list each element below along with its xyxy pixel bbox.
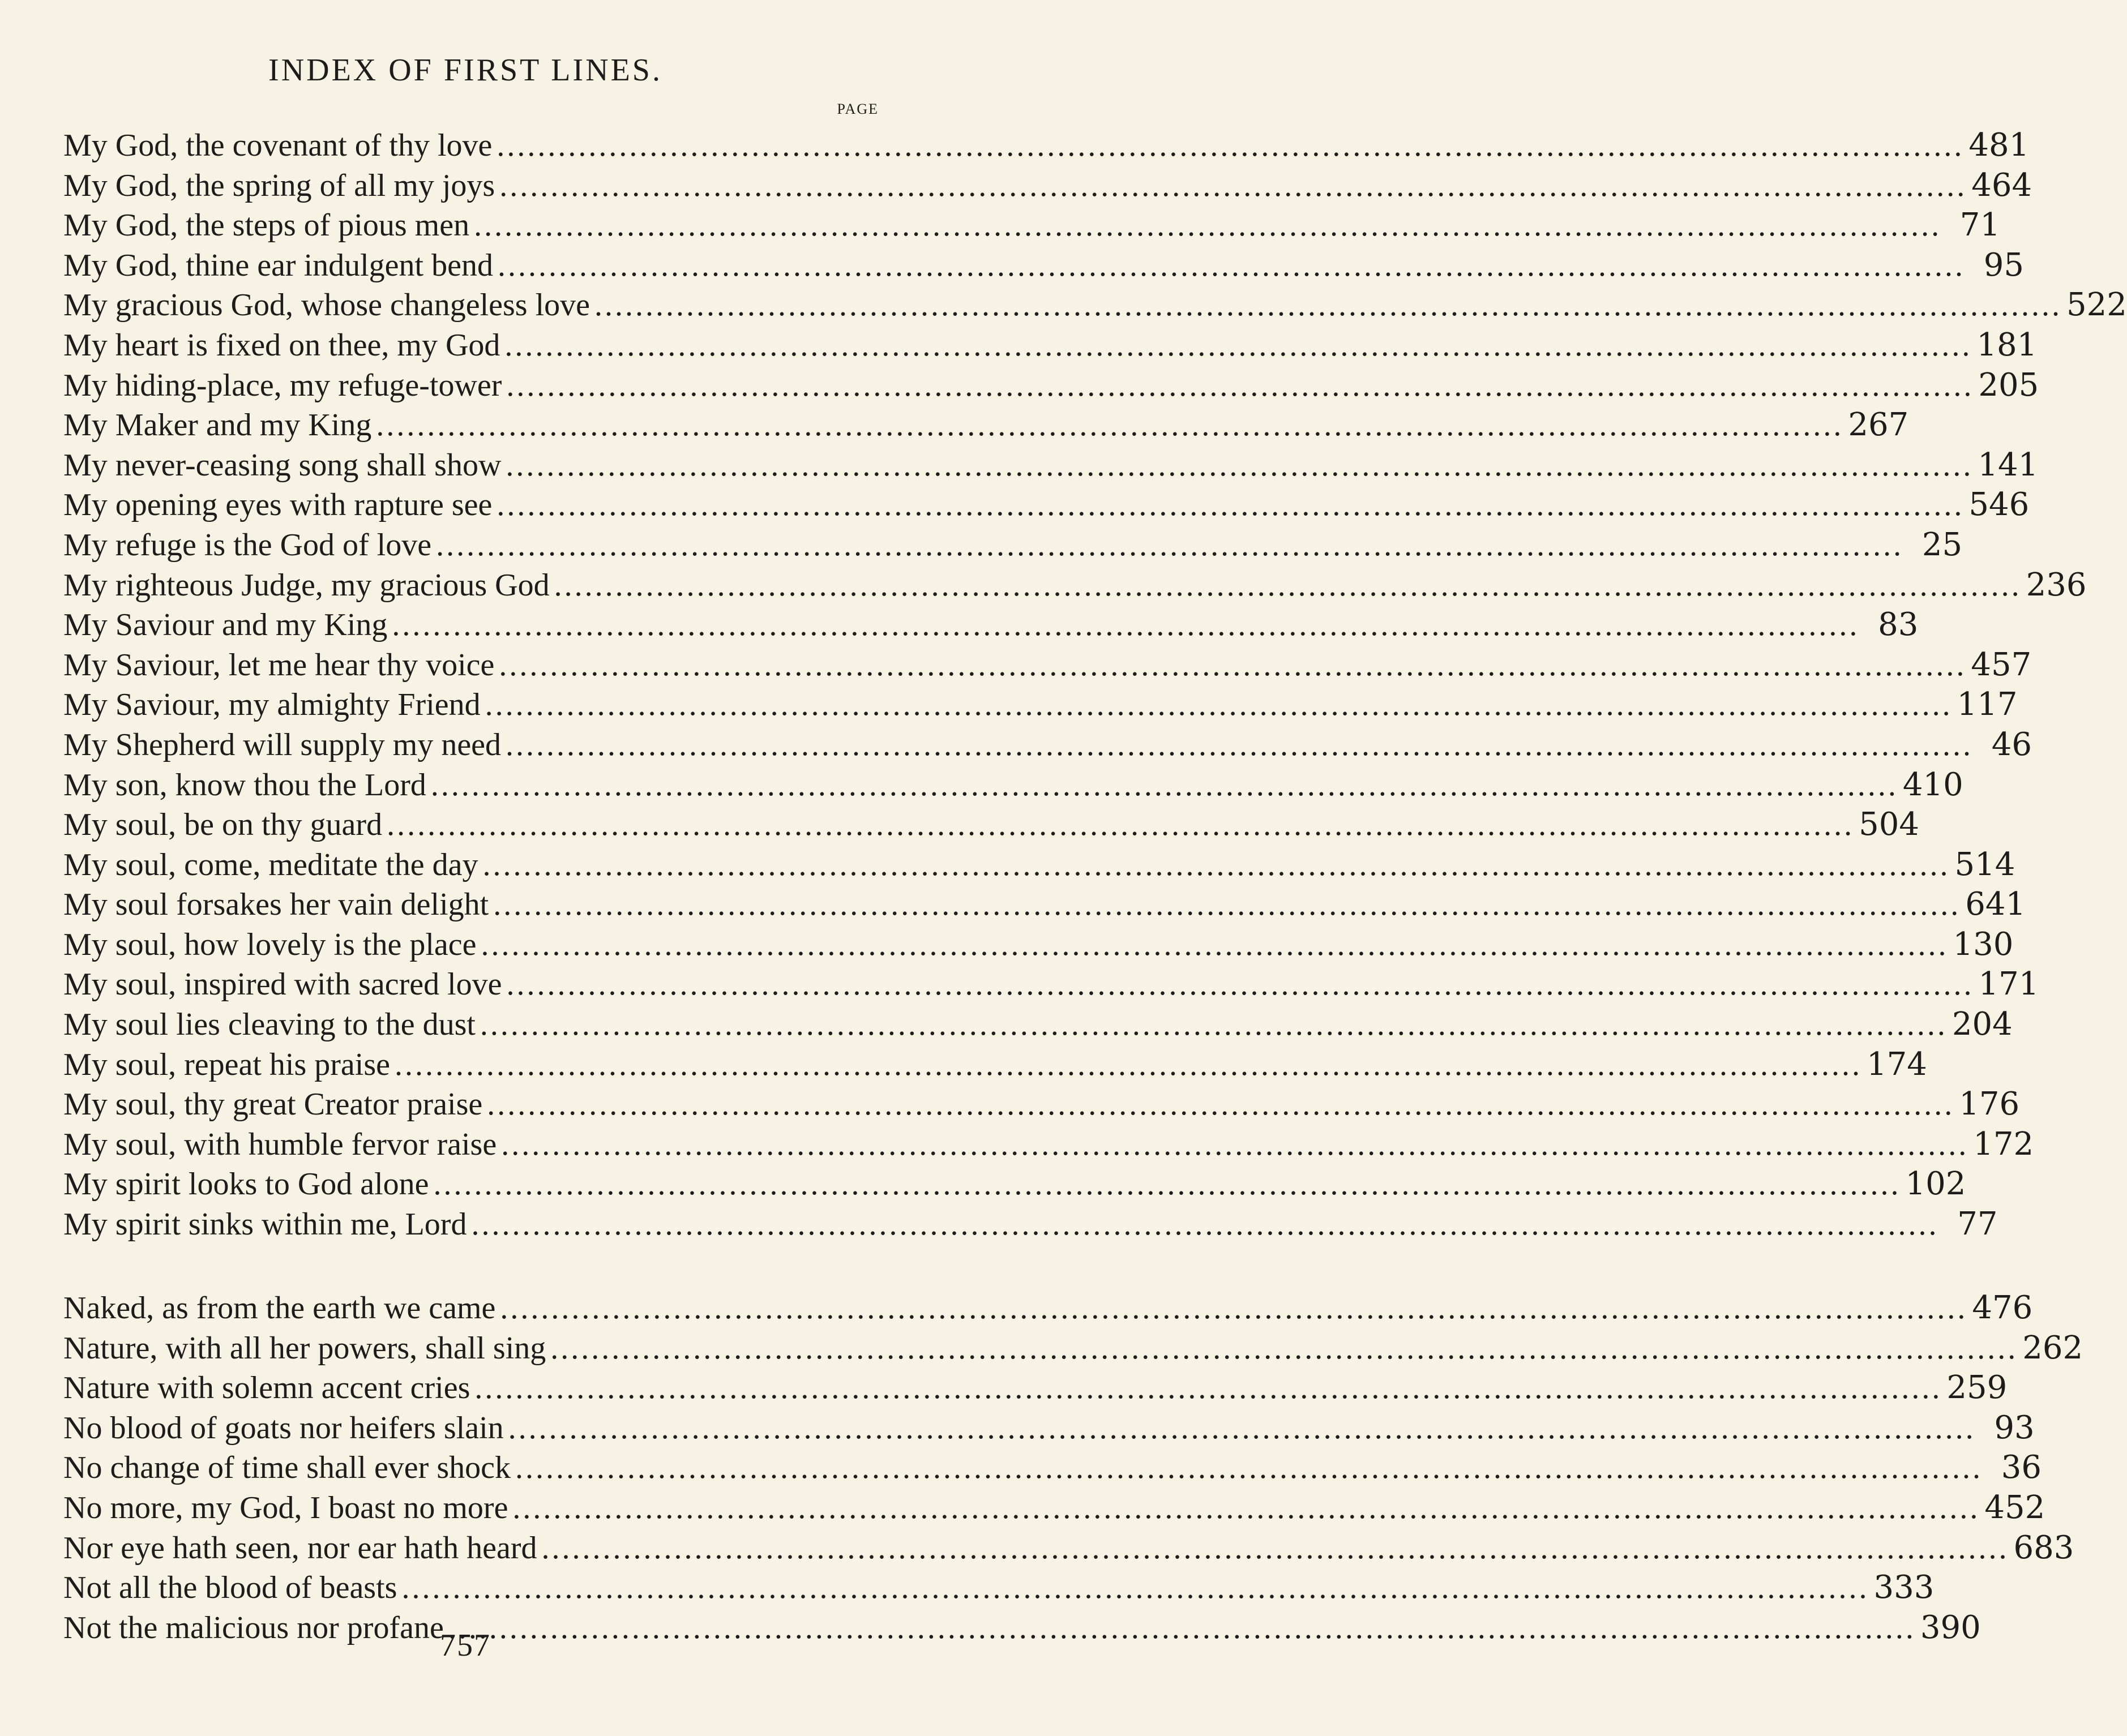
dot-leader [395, 1045, 1862, 1085]
dot-leader [507, 965, 1974, 1005]
index-entry [63, 1448, 2042, 1488]
index-entry [63, 405, 1909, 445]
dot-leader [487, 1085, 1954, 1125]
dot-leader [497, 126, 1964, 166]
page-reference: 205 [1978, 366, 2039, 404]
page-reference: 504 [1859, 806, 1919, 843]
first-line-text: Naked, as from the earth we came [63, 1291, 496, 1326]
page-reference: 546 [1968, 486, 2030, 524]
dot-leader [474, 205, 1941, 246]
page-reference: 174 [1866, 1045, 1927, 1083]
first-line-text: No change of time shall ever shock [63, 1450, 511, 1486]
page-reference: 172 [1973, 1125, 2034, 1163]
dot-leader [501, 1125, 1968, 1165]
index-entry [63, 366, 2039, 406]
first-line-text: My soul forsakes her vain delight [63, 887, 489, 923]
index-entry [63, 725, 2032, 765]
page-reference: 333 [1873, 1569, 1935, 1606]
dot-leader [508, 1408, 1976, 1448]
dot-leader [554, 565, 2022, 606]
index-entry [63, 1408, 2035, 1448]
dot-leader [499, 645, 1966, 685]
page-reference: 390 [1920, 1609, 1981, 1646]
dot-leader [512, 1488, 1980, 1528]
index-entry [63, 1164, 1966, 1205]
dot-leader [504, 325, 1972, 366]
page-column-label: PAGE [837, 101, 879, 117]
index-entry [63, 1288, 2033, 1328]
dot-leader [474, 1368, 1942, 1408]
first-line-text: My soul, with humble fervor raise [63, 1126, 497, 1162]
first-line-text: My spirit sinks within me, Lord [63, 1207, 467, 1242]
index-entry [63, 565, 2087, 606]
first-line-text: Nature with solemn accent cries [63, 1370, 470, 1406]
first-line-text: My Shepherd will supply my need [63, 727, 502, 762]
index-entry [63, 805, 1919, 845]
first-line-text: My gracious God, whose changeless love [63, 288, 590, 323]
page-reference: 522 [2066, 286, 2127, 324]
page-reference: 476 [1972, 1289, 2033, 1326]
first-line-text: My spirit looks to God alone [63, 1167, 429, 1202]
dot-leader [485, 685, 1953, 725]
first-line-text: My soul, be on thy guard [63, 807, 383, 843]
page-reference: 181 [1976, 326, 2038, 363]
first-line-text: My God, the steps of pious men [63, 208, 470, 243]
index-entry [63, 285, 2127, 325]
first-line-text: Not all the blood of beasts [63, 1570, 397, 1606]
page-reference: 102 [1905, 1165, 1966, 1203]
page-reference: 141 [1978, 446, 2039, 483]
dot-leader [506, 725, 1973, 765]
dot-leader [401, 1568, 1869, 1608]
index-entry [63, 965, 2039, 1005]
first-line-text: My God, thine ear indulgent bend [63, 247, 493, 283]
page-reference: 71 [1959, 207, 2001, 244]
page-reference: 204 [1951, 1006, 2013, 1043]
dot-leader [542, 1528, 2009, 1568]
index-entry [63, 1528, 2074, 1568]
dot-leader [481, 925, 1948, 965]
index-entry [63, 1125, 2034, 1165]
page-reference: 83 [1878, 606, 1919, 644]
index-section-n [63, 1288, 2083, 1648]
page-title: INDEX OF FIRST LINES. [268, 53, 662, 88]
dot-leader [550, 1328, 2018, 1369]
page-reference: 236 [2026, 566, 2087, 603]
page-reference: 464 [1971, 166, 2032, 204]
index-entry [63, 1368, 2008, 1408]
page-reference: 25 [1921, 526, 1963, 563]
first-line-text: My God, the covenant of thy love [63, 128, 493, 163]
first-line-text: My son, know thou the Lord [63, 767, 426, 803]
first-line-text: My hiding-place, my refuge-tower [63, 367, 502, 403]
first-line-text: My Saviour and my King [63, 607, 388, 643]
index-entry [63, 325, 2038, 366]
index-entry [63, 1568, 1935, 1608]
first-line-text: My righteous Judge, my gracious God [63, 567, 550, 603]
first-line-text: No more, my God, I boast no more [63, 1490, 508, 1525]
dot-leader [493, 885, 1961, 925]
dot-leader [506, 445, 1973, 486]
page-reference: 171 [1978, 966, 2039, 1003]
page-reference: 77 [1957, 1206, 1998, 1243]
page-reference: 452 [1984, 1489, 2045, 1526]
index-entry [63, 1488, 2045, 1528]
page-reference: 259 [1946, 1369, 2008, 1407]
page-reference: 683 [2013, 1529, 2074, 1566]
index-entry [63, 205, 2001, 246]
index-entry [63, 246, 2024, 286]
page-reference: 262 [2022, 1329, 2083, 1366]
first-line-text: My soul, thy great Creator praise [63, 1087, 483, 1122]
page-reference: 514 [1954, 846, 2015, 883]
first-line-text: My opening eyes with rapture see [63, 487, 493, 523]
first-line-text: Nor eye hath seen, nor ear hath heard [63, 1530, 537, 1566]
index-entry [63, 605, 1919, 645]
index-entry [63, 645, 2032, 685]
dot-leader [436, 525, 1903, 565]
dot-leader [471, 1205, 1938, 1245]
dot-leader [387, 805, 1854, 845]
index-entry [63, 845, 2015, 885]
index-entry [63, 525, 1963, 565]
first-line-text: Not the malicious nor profane [63, 1610, 444, 1645]
page-reference: 130 [1953, 925, 2014, 963]
dot-leader [482, 845, 1950, 885]
first-line-text: My refuge is the God of love [63, 527, 432, 563]
first-line-text: My Saviour, let me hear thy voice [63, 647, 495, 683]
index-entry [63, 885, 2026, 925]
dot-leader [515, 1448, 1983, 1488]
index-entry [63, 685, 2018, 725]
index-entry [63, 1005, 2013, 1045]
page-reference: 176 [1959, 1086, 2020, 1123]
page-reference: 641 [1965, 886, 2026, 923]
index-entry [63, 166, 2032, 206]
page-reference: 267 [1848, 406, 1909, 444]
first-line-text: My never-ceasing song shall show [63, 447, 502, 483]
index-entry [63, 925, 2014, 965]
dot-leader [480, 1005, 1948, 1045]
page-reference: 95 [1983, 246, 2024, 284]
first-line-text: My soul lies cleaving to the dust [63, 1007, 476, 1043]
first-line-text: My heart is fixed on thee, my God [63, 327, 500, 363]
index-entry [63, 1328, 2083, 1369]
dot-leader [376, 405, 1843, 445]
first-line-text: My soul, inspired with sacred love [63, 967, 502, 1002]
page-reference: 481 [1968, 127, 2030, 164]
index-entry [63, 126, 2030, 166]
dot-leader [434, 1164, 1901, 1205]
page-number: 757 [440, 1628, 491, 1663]
first-line-text: No blood of goats nor heifers slain [63, 1410, 504, 1446]
page-reference: 457 [1971, 646, 2032, 683]
first-line-text: My Saviour, my almighty Friend [63, 687, 481, 723]
dot-leader [392, 605, 1859, 645]
index-entry [63, 1205, 1998, 1245]
first-line-text: My God, the spring of all my joys [63, 168, 495, 203]
page-reference: 117 [1957, 686, 2018, 723]
index-section-my [63, 126, 2127, 1245]
index-entry [63, 1045, 1927, 1085]
dot-leader [499, 166, 1967, 206]
page-reference: 36 [2001, 1449, 2042, 1486]
first-line-text: My soul, repeat his praise [63, 1047, 390, 1082]
first-line-text: Nature, with all her powers, shall sing [63, 1330, 546, 1366]
page-reference: 93 [1994, 1409, 2035, 1446]
first-line-text: My soul, come, meditate the day [63, 847, 478, 882]
dot-leader [500, 1288, 1967, 1328]
index-entry [63, 445, 2039, 486]
dot-leader [594, 285, 2062, 325]
first-line-text: My soul, how lovely is the place [63, 927, 477, 962]
page-reference: 46 [1991, 726, 2032, 763]
dot-leader [498, 246, 1965, 286]
index-entry [63, 1085, 2020, 1125]
dot-leader [497, 485, 1964, 525]
first-line-text: My Maker and my King [63, 408, 372, 443]
index-entry [63, 765, 1963, 805]
dot-leader [431, 765, 1898, 805]
dot-leader [506, 366, 1974, 406]
page-reference: 410 [1902, 766, 1963, 803]
index-entry [63, 485, 2030, 525]
